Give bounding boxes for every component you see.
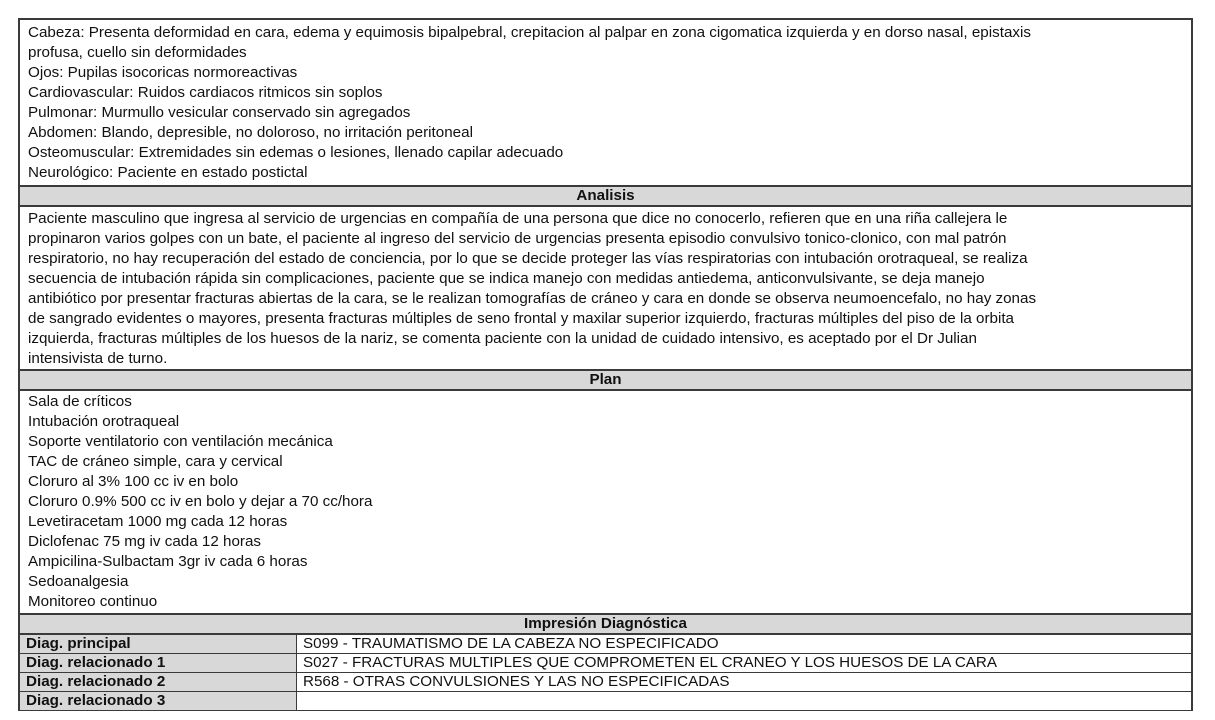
diag-label: Diag. relacionado 3 [20, 692, 297, 711]
analisis-section [20, 207, 1191, 369]
table-row [20, 635, 1191, 654]
exam-line: Pulmonar: Murmullo vesicular conservado sin agregados [28, 104, 411, 121]
diag-value [297, 692, 1192, 711]
diag-value: R568 - OTRAS CONVULSIONES Y LAS NO ESPECIFICADAS [297, 673, 1192, 692]
table-row [20, 654, 1191, 673]
analisis-line: intensivista de turno. [28, 350, 168, 367]
plan-item: Levetiracetam 1000 mg cada 12 horas [28, 513, 288, 530]
table-row [20, 692, 1191, 711]
diag-label: Diag. relacionado 1 [20, 654, 297, 673]
diag-label: Diag. principal [20, 635, 297, 654]
clinical-record [18, 18, 1193, 711]
plan-header: Plan [20, 369, 1191, 391]
diagnosis-table-wrap [18, 635, 1193, 711]
plan-item: TAC de cráneo simple, cara y cervical [28, 453, 283, 470]
exam-line: Neurológico: Paciente en estado postictal [28, 164, 308, 181]
analisis-line: secuencia de intubación rápida sin complicaciones, paciente que se indica manejo con medidas antiedema, anticonvulsivante, se deja manejo [28, 270, 985, 287]
record-box [18, 18, 1193, 635]
plan-item: Intubación orotraqueal [28, 413, 180, 430]
analisis-line: propinaron varios golpes con un bate, el paciente al ingreso del servicio de urgencias presenta episodio convulsivo tonico-clonico, con mal patrón [28, 230, 1007, 247]
plan-item: Ampicilina-Sulbactam 3gr iv cada 6 horas [28, 553, 308, 570]
plan-item: Soporte ventilatorio con ventilación mecánica [28, 433, 333, 450]
diagnosis-table [20, 635, 1191, 711]
analisis-line: de sangrado evidentes o mayores, presenta fracturas múltiples de seno frontal y maxilar superior izquierdo, fracturas múltiples del piso de la orbita [28, 310, 1015, 327]
plan-item: Cloruro 0.9% 500 cc iv en bolo y dejar a 70 cc/hora [28, 493, 373, 510]
diag-value: S027 - FRACTURAS MULTIPLES QUE COMPROMETEN EL CRANEO Y LOS HUESOS DE LA CARA [297, 654, 1192, 673]
exam-line: Ojos: Pupilas isocoricas normoreactivas [28, 64, 298, 81]
table-row [20, 673, 1191, 692]
analisis-line: Paciente masculino que ingresa al servicio de urgencias en compañía de una persona que dice no conocerlo, refieren que en una riña callejera le [28, 210, 1008, 227]
plan-item: Monitoreo continuo [28, 593, 158, 610]
exam-line: Cabeza: Presenta deformidad en cara, edema y equimosis bipalpebral, crepitacion al palpar en zona cigomatica izquierda y en dorso nasal, epistaxis [28, 24, 1031, 41]
plan-section [20, 391, 1191, 613]
diag-label: Diag. relacionado 2 [20, 673, 297, 692]
analisis-line: respiratorio, no hay recuperación del estado de conciencia, por lo que se decide proteger las vías respiratorias con intubación orotraqueal, se realiza [28, 250, 1028, 267]
analisis-line: antibiótico por presentar fracturas abiertas de la cara, se le realizan tomografías de cráneo y cara en donde se observa neumoencefalo, no hay zonas [28, 290, 1037, 307]
physical-exam-section [20, 20, 1191, 185]
plan-item: Diclofenac 75 mg iv cada 12 horas [28, 533, 262, 550]
exam-line: Abdomen: Blando, depresible, no doloroso, no irritación peritoneal [28, 124, 473, 141]
exam-line: Cardiovascular: Ruidos cardiacos ritmicos sin soplos [28, 84, 383, 101]
exam-line: Osteomuscular: Extremidades sin edemas o lesiones, llenado capilar adecuado [28, 144, 564, 161]
analisis-line: izquierda, fracturas múltiples de los huesos de la nariz, se comenta paciente con la unidad de cuidado intensivo, es aceptado por el Dr Julian [28, 330, 977, 347]
plan-item: Sala de críticos [28, 393, 132, 410]
plan-item: Sedoanalgesia [28, 573, 129, 590]
exam-line: profusa, cuello sin deformidades [28, 44, 247, 61]
plan-item: Cloruro al 3% 100 cc iv en bolo [28, 473, 239, 490]
analisis-header: Analisis [20, 185, 1191, 207]
impresion-header: Impresión Diagnóstica [20, 613, 1191, 635]
diag-value: S099 - TRAUMATISMO DE LA CABEZA NO ESPECIFICADO [297, 635, 1192, 654]
